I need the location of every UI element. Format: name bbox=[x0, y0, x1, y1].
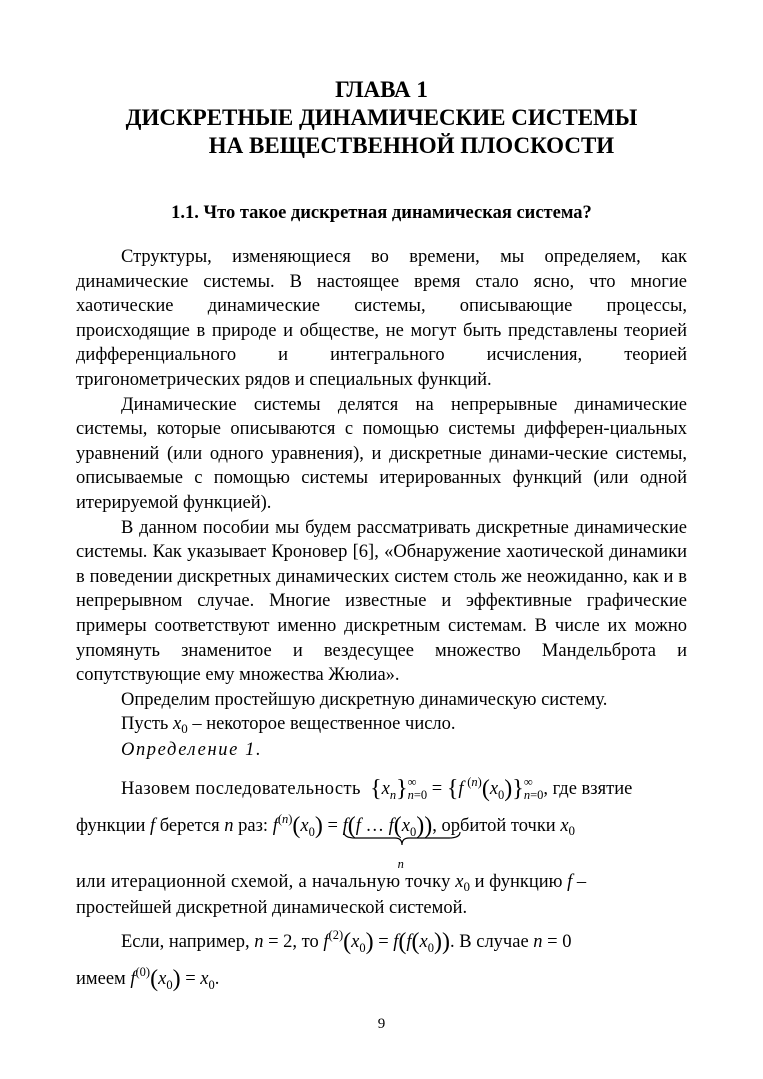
underbrace-icon bbox=[343, 831, 461, 847]
example-formula-2: $f^{(0)}(x_0) = x_0$ bbox=[130, 964, 215, 992]
function-n-times-line: функции f берется n раз: $f^{(n)}(x_0) = f(f$ … $f(x_0)$) n , орбитой точки $x_0$ bbox=[76, 807, 687, 844]
section-title: 1.1. Что такое дискретная динамическая система? bbox=[171, 203, 592, 223]
chapter-number: ГЛАВА 1 bbox=[335, 77, 428, 102]
example-line-2: имеем $f^{(0)}(x_0) = x_0$. bbox=[76, 964, 220, 992]
body-text bbox=[76, 245, 687, 997]
definition-formula-line: Назовем последовательность $\{x_n\}\infty$ n=0 = {f $^{(n)}(x_0)\}\infty$ n=0, где взятие bbox=[121, 775, 633, 803]
page-number: 9 bbox=[377, 1016, 386, 1032]
sequence-formula: $\{x_n\}\infty$ n=0 = {f $^{(n)}(x_0)\}\infty$ n=0 bbox=[370, 775, 544, 803]
iteration-formula: $f^{(n)}(x_0) = f(f$ … $f(x_0)$) n bbox=[273, 816, 433, 836]
chapter-heading bbox=[76, 76, 687, 160]
definition-label: Определение 1. bbox=[121, 739, 263, 760]
let-line: Пусть $x_0$ – некоторое вещественное число. bbox=[121, 714, 456, 737]
paragraph-2: Динамические системы делятся на непрерывные динамические системы, которые описываются с помощью системы дифферен-циальных уравнений (или одного уравнения), и дискретные динами-ческие системы, описываемые с помощью системы итерированных функций (или одной итерируемой функцией). bbox=[76, 394, 687, 513]
chapter-title-line-2: НА ВЕЩЕСТВЕННОЙ ПЛОСКОСТИ bbox=[208, 133, 615, 158]
underbrace-group: f(f … $f(x_0)$) n bbox=[343, 807, 433, 844]
define-line: Определим простейшую дискретную динамическую систему. bbox=[121, 689, 608, 710]
iteration-scheme-line: или итерационной схемой, а начальную точку $x_0$ и функцию f – bbox=[76, 872, 587, 895]
chapter-title-line-1: ДИСКРЕТНЫЕ ДИНАМИЧЕСКИЕ СИСТЕМЫ bbox=[125, 105, 638, 130]
simplest-system-line: простейшей дискретной динамической системой. bbox=[76, 898, 468, 919]
example-formula-1: $f^{(2)}(x_0) = f(f(x_0))$ bbox=[323, 927, 451, 955]
paragraph-1: Структуры, изменяющиеся во времени, мы определяем, как динамические системы. В настоящее время стало ясно, что многие хаотические динамические системы, описывающие процессы, происходящие в природе и обществе, не могут быть представлены теорией дифференциального и интегрального исчисления, теорией тригонометрических рядов и специальных функций. bbox=[76, 247, 687, 390]
example-line: Если, например, n = 2, то $f^{(2)}(x_0) = f(f(x_0))$. В случае n = 0 bbox=[121, 927, 572, 955]
paragraph-3: В данном пособии мы будем рассматривать дискретные динамические системы. Как указывает Кроновер [6], «Обнаружение хаотической динамики в поведении дискретных динамических систем столь же неожиданно, как и в непрерывном случае. Многие известные и эффективные графические примеры соответствуют именно дискретным системам. В числе их можно упомянуть знаменитое и вездесущее множество Мандельброта и сопутствующие ему множества Жюлиа». bbox=[76, 517, 687, 686]
